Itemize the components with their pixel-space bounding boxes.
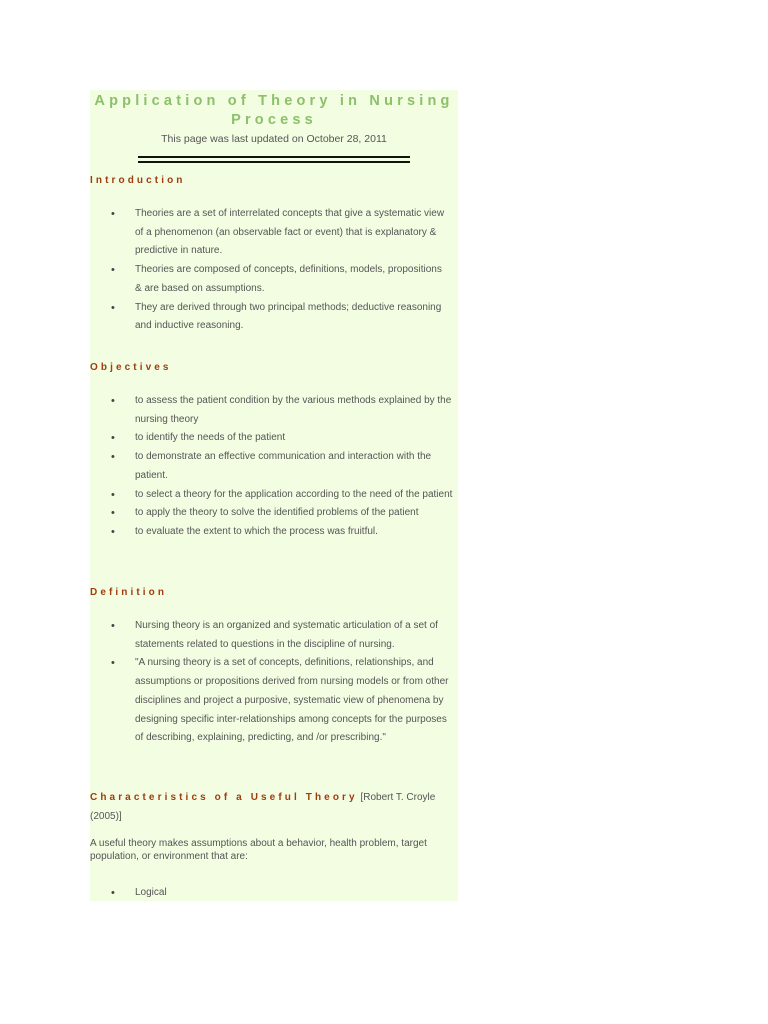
definition-heading: Definition — [90, 587, 168, 598]
introduction-heading: Introduction — [90, 175, 186, 186]
list-item: • Theories are composed of concepts, definitions, models, propositions & are based on assumptions. — [90, 261, 446, 298]
characteristics-section — [90, 788, 454, 903]
definition-list — [90, 617, 456, 748]
list-item: • to evaluate the extent to which the process was fruitful. — [90, 523, 458, 542]
definition-section — [90, 586, 458, 748]
objectives-list — [90, 392, 458, 542]
characteristics-list — [90, 884, 454, 903]
list-item: • "A nursing theory is a set of concepts, definitions, relationships, and assumptions or propositions derived from nursing models or from other disciplines and project a purposive, systematic view of phenomena by designing specific inter-relationships among concepts for the purposes of describing, explaining, predicting, and /or prescribing." — [90, 654, 456, 748]
characteristics-intro: A useful theory makes assumptions about a behavior, health problem, target population, or environment that are: — [90, 838, 427, 862]
list-item: • Nursing theory is an organized and systematic articulation of a set of statements related to questions in the discipline of nursing. — [90, 617, 456, 654]
list-item: • to assess the patient condition by the various methods explained by the nursing theory — [90, 392, 458, 429]
double-divider — [138, 156, 410, 163]
list-item: • to select a theory for the application according to the need of the patient — [90, 486, 458, 505]
introduction-section — [90, 174, 458, 336]
list-item: • to apply the theory to solve the identified problems of the patient — [90, 504, 458, 523]
last-updated-text: This page was last updated on October 28, 2011 — [161, 133, 387, 145]
page-title: Application of Theory in Nursing Process — [94, 93, 454, 128]
characteristics-heading: Characteristics of a Useful Theory — [90, 792, 358, 803]
list-item: • Logical — [90, 884, 454, 903]
characteristics-heading-line — [90, 788, 454, 826]
list-item: • Theories are a set of interrelated concepts that give a systematic view of a phenomenon (an observable fact or event) that is explanatory & predictive in nature. — [90, 205, 446, 261]
list-item: • to demonstrate an effective communication and interaction with the patient. — [90, 448, 458, 485]
introduction-list — [90, 205, 446, 336]
content-panel — [90, 90, 458, 901]
list-item: • They are derived through two principal methods; deductive reasoning and inductive reasoning. — [90, 299, 446, 336]
characteristics-reference: [Robert T. Croyle (2005)] — [90, 792, 436, 822]
objectives-section — [90, 361, 458, 542]
objectives-heading: Objectives — [90, 362, 172, 373]
list-item: • to identify the needs of the patient — [90, 429, 458, 448]
